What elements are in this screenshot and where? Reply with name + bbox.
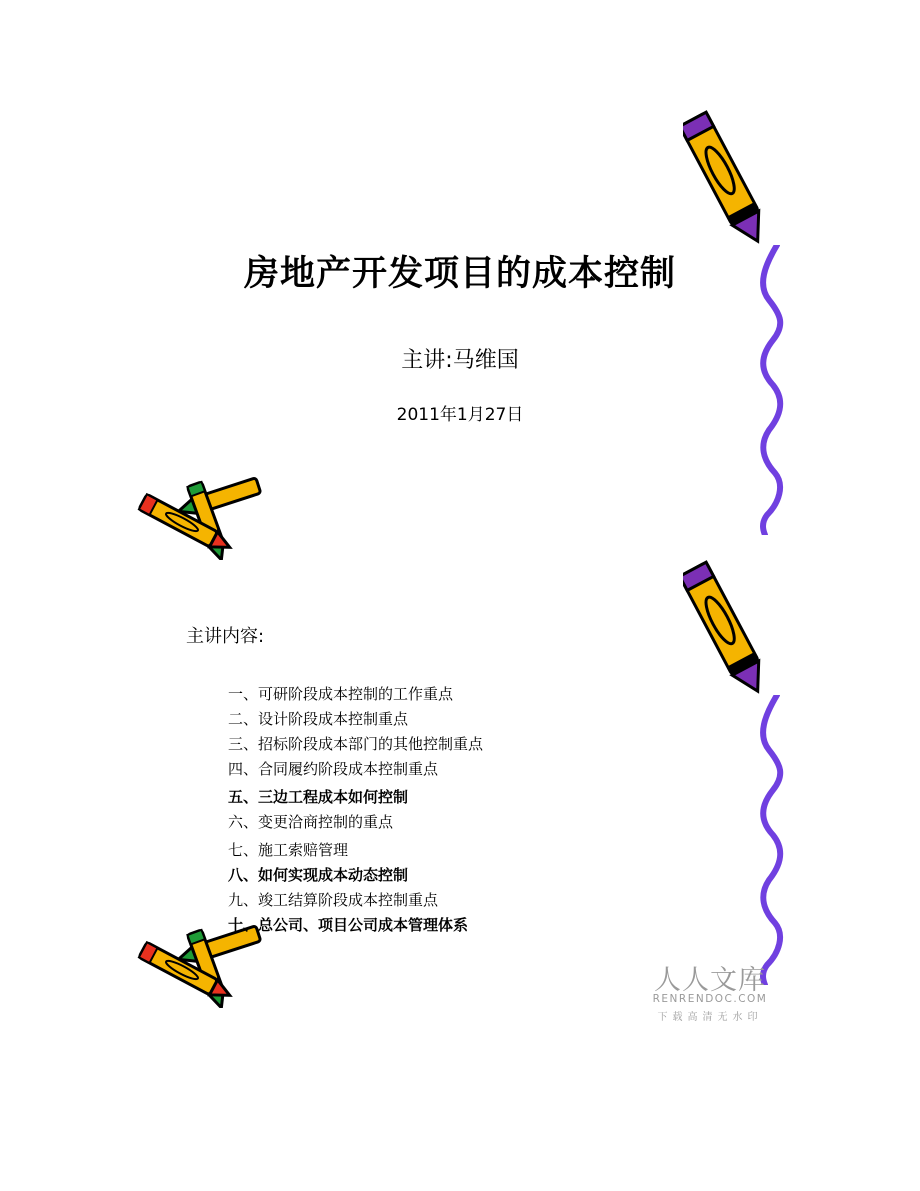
pencil-clipart — [683, 558, 783, 703]
agenda-item: 七、施工索赔管理 — [228, 841, 349, 859]
agenda-item: 三、招标阶段成本部门的其他控制重点 — [228, 735, 484, 753]
speaker-line: 主讲:马维国 — [401, 348, 519, 373]
agenda-item: 十、总公司、项目公司成本管理体系 — [228, 916, 469, 934]
agenda-item: 六、变更洽商控制的重点 — [228, 813, 394, 831]
document-title: 房地产开发项目的成本控制 — [243, 254, 676, 294]
agenda-item: 五、三边工程成本如何控制 — [228, 788, 409, 806]
watermark-logo: 人人文库 — [654, 965, 766, 996]
agenda-item: 九、竣工结算阶段成本控制重点 — [228, 891, 439, 909]
agenda-heading: 主讲内容: — [186, 626, 265, 647]
agenda-item: 二、设计阶段成本控制重点 — [228, 710, 409, 728]
agenda-list — [228, 682, 483, 938]
agenda-item: 八、如何实现成本动态控制 — [228, 866, 409, 884]
pencil-clipart — [683, 108, 783, 253]
squiggle-line — [755, 695, 795, 985]
date-line: 2011年1月27日 — [396, 405, 524, 425]
agenda-item: 四、合同履约阶段成本控制重点 — [228, 760, 439, 778]
pencils-cross-clipart — [132, 470, 272, 560]
agenda-item: 一、可研阶段成本控制的工作重点 — [228, 685, 454, 703]
watermark-site: RENRENDOC.COM — [652, 993, 768, 1005]
watermark-tagline: 下载高清无水印 — [657, 1012, 763, 1023]
